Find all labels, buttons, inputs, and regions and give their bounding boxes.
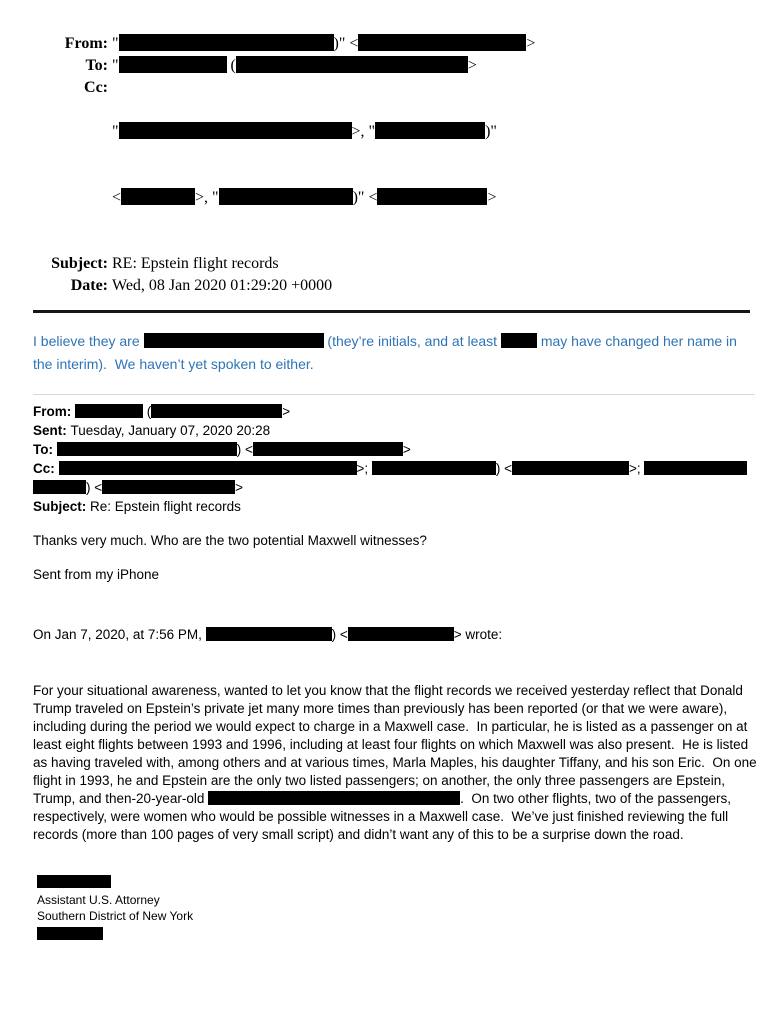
quoted-cc-label: Cc:	[33, 461, 59, 476]
quoted-row-cc	[33, 459, 784, 478]
redline-text: On Jan 7, 2020, at 7:56 PM,	[33, 627, 206, 642]
header-row-date	[0, 275, 784, 297]
redaction-bar	[644, 461, 747, 475]
quoted-cc-line-2	[33, 478, 784, 497]
redline-text: >	[467, 57, 477, 74]
from-label: From:	[64, 35, 108, 52]
to-value-redacted	[108, 55, 477, 77]
redaction-bar	[144, 333, 324, 348]
redaction-bar	[102, 480, 235, 494]
header-divider-rule	[33, 310, 750, 313]
redaction-bar	[33, 480, 86, 494]
quoted-sent-value: Tuesday, January 07, 2020 20:28	[70, 423, 271, 438]
redline-text: )" <	[333, 35, 359, 52]
quoted-row-subject	[33, 497, 784, 516]
redline-text: )" <	[352, 189, 378, 206]
redline-text: <	[112, 189, 122, 206]
attribution-line	[33, 627, 784, 642]
redline-text: For your situational awareness, wanted to let you know that the flight records we received yesterday reflect that Donald Trump traveled on Epstein’s private jet many more times than previously has been reported (or that we were aware), including during the period we would expect to charge in a Maxwell case. In particular, he is listed as a passenger on at least eight flights between 1993 and 1996, including at least four flights on which Maxwell was also present. He is listed as having traveled with, among others and at various times, Marla Maples, his daughter Tiffany, and his son Eric. On one flight in 1993, he and Epstein are the only two listed passengers; on another, the only three passengers are Epstein, Trump, and then-20-year-old	[33, 683, 761, 806]
header-row-to	[0, 55, 784, 77]
redaction-bar	[236, 56, 468, 73]
quoted-row-to	[33, 440, 784, 459]
redaction-bar	[375, 122, 485, 139]
redaction-bar	[75, 404, 143, 418]
redaction-bar	[57, 442, 237, 456]
quoted-to-label: To:	[33, 442, 57, 457]
quoted-header	[33, 402, 784, 516]
reply-paragraph	[33, 330, 755, 376]
redaction-bar	[372, 461, 496, 475]
redline-text: (they’re initials, and at least	[323, 333, 501, 349]
redline-text: (	[143, 404, 152, 419]
redaction-bar	[512, 461, 629, 475]
redline-text: ) <	[495, 461, 513, 476]
redaction-bar	[253, 442, 403, 456]
redline-text: >	[235, 480, 244, 495]
redline-text: >	[526, 35, 536, 52]
redaction-bar	[208, 791, 460, 805]
signature-title: Assistant U.S. Attorney	[37, 893, 160, 907]
quoted-from-value-redacted	[75, 404, 290, 419]
redaction-bar	[119, 56, 227, 73]
signature-name-redaction-bar	[37, 875, 111, 888]
redaction-bar	[151, 404, 282, 418]
subject-value: RE: Epstein flight records	[112, 255, 279, 272]
header-row-subject	[0, 253, 784, 275]
redaction-bar	[119, 34, 334, 51]
header-row-from	[0, 33, 784, 55]
quoted-subject-label: Subject:	[33, 499, 91, 514]
quoted-cc-line-1	[59, 461, 748, 476]
redaction-bar	[119, 122, 352, 139]
cc-line-2	[112, 187, 497, 209]
redaction-bar	[348, 627, 454, 641]
redline-text: )"	[485, 123, 497, 140]
redline-text: >;	[629, 461, 645, 476]
redline-text: >, "	[195, 189, 219, 206]
quoted-from-label: From:	[33, 404, 75, 419]
redline-text: >	[402, 442, 411, 457]
message-paragraph	[33, 682, 761, 844]
redline-text: may have changed her name in the interim). We haven’t yet spoken to either.	[33, 333, 741, 372]
from-value-redacted	[108, 33, 535, 55]
quoted-body	[33, 533, 784, 642]
redaction-bar	[59, 461, 357, 475]
redline-text: >;	[356, 461, 372, 476]
date-value: Wed, 08 Jan 2020 01:29:20 +0000	[112, 277, 333, 294]
signature-phone-redaction-bar	[37, 927, 103, 940]
redline-text: . On two other flights, two of the passengers, respectively, were women who would be possible witnesses in a Maxwell case. We’ve just finished reviewing the full records (more than 100 pages of very small script) and didn’t want any of this to be a surprise down the road.	[33, 791, 735, 842]
quoted-subject-value: Re: Epstein flight records	[90, 499, 241, 514]
redaction-bar	[501, 333, 537, 348]
signature-block	[37, 875, 784, 940]
sent-from-iphone-line: Sent from my iPhone	[33, 567, 160, 582]
redline-text: >	[487, 189, 497, 206]
cc-value-redacted	[108, 77, 497, 253]
date-label: Date:	[70, 277, 108, 294]
redline-text: ) <	[86, 480, 103, 495]
header-row-cc	[0, 77, 784, 253]
quoted-to-value-redacted	[57, 442, 411, 457]
cc-line-1	[112, 121, 497, 143]
quoted-sent-label: Sent:	[33, 423, 71, 438]
redline-text: >	[282, 404, 291, 419]
redaction-bar	[219, 188, 353, 205]
redline-text: ) <	[236, 442, 253, 457]
redline-text: ) <	[331, 627, 348, 642]
cc-label: Cc:	[84, 79, 108, 96]
redline-text: (	[226, 57, 236, 74]
to-label: To:	[85, 57, 108, 74]
redline-text: "	[112, 35, 119, 52]
signature-office: Southern District of New York	[37, 909, 194, 923]
redaction-bar	[377, 188, 487, 205]
mail-header	[0, 0, 784, 297]
redline-text: "	[112, 123, 119, 140]
redaction-bar	[121, 188, 195, 205]
quoted-row-from	[33, 402, 784, 421]
redaction-bar	[358, 34, 526, 51]
redline-text: >, "	[351, 123, 376, 140]
redline-text: "	[112, 57, 119, 74]
subject-label: Subject:	[51, 255, 108, 272]
redline-text: > wrote:	[453, 627, 503, 642]
redline-text: I believe they are	[33, 333, 144, 349]
quoted-message-divider	[33, 394, 755, 395]
redaction-bar	[206, 627, 332, 641]
thanks-line: Thanks very much. Who are the two potential Maxwell witnesses?	[33, 533, 427, 548]
quoted-row-sent	[33, 421, 784, 440]
